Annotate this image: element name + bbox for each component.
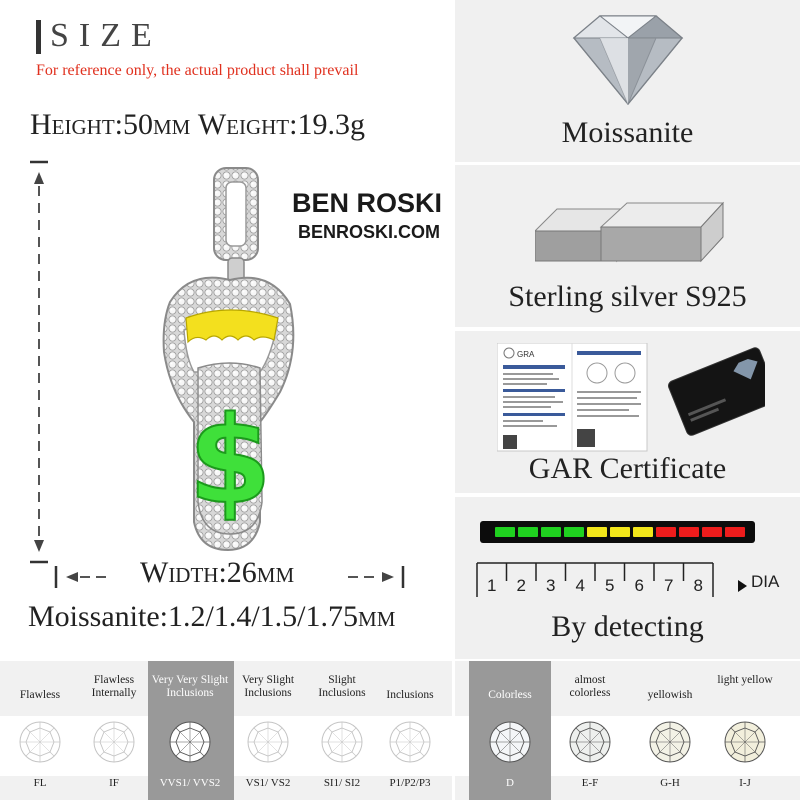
color-grade	[630, 661, 710, 800]
color-scale	[455, 661, 800, 800]
clarity-grade-code: SI1/ SI2	[323, 777, 361, 789]
feature-certificate	[455, 331, 800, 493]
feature-label-certificate: GAR Certificate	[528, 452, 727, 485]
weight-label: Weight:	[197, 108, 298, 141]
feature-label-silver: Sterling silver S925	[508, 280, 747, 313]
title-accent-bar	[36, 20, 41, 54]
detector-led	[518, 527, 538, 537]
diamond-clarity-icon	[320, 720, 364, 764]
color-grade-name: yellowish	[647, 689, 693, 701]
detector-led	[587, 527, 607, 537]
clarity-grade	[305, 661, 379, 800]
color-grade-name: almost colorless	[569, 674, 611, 699]
color-grade	[470, 661, 550, 800]
clarity-grade-code: VVS1/ VVS2	[159, 777, 221, 789]
clarity-grade	[379, 661, 441, 800]
moissanite-size-unit: mm	[358, 600, 396, 633]
reference-note: For reference only, the actual product shall prevail	[36, 62, 359, 79]
detector-led	[610, 527, 630, 537]
clarity-grade	[77, 661, 151, 800]
diamond-clarity-icon	[168, 720, 212, 764]
weight-value: 19.3g	[297, 108, 365, 141]
clarity-grade	[147, 661, 233, 800]
size-title: SIZE	[50, 17, 162, 54]
detector-led	[679, 527, 699, 537]
clarity-grade-name: Flawless	[19, 689, 61, 701]
detector-led	[541, 527, 561, 537]
detector-led	[633, 527, 653, 537]
height-dimension-line	[28, 158, 50, 578]
clarity-grade-code: P1/P2/P3	[389, 777, 431, 789]
detector-led	[564, 527, 584, 537]
clarity-grade-code: IF	[109, 777, 119, 789]
clarity-scale	[0, 661, 452, 800]
diamond-color-icon	[568, 720, 612, 764]
color-grade	[550, 661, 630, 800]
color-grade-name: light yellow	[717, 674, 773, 686]
diamond-clarity-icon	[92, 720, 136, 764]
detector-scale-number: 8	[693, 576, 703, 595]
detector-scale-number: 5	[605, 576, 615, 595]
feature-moissanite	[455, 0, 800, 162]
clarity-grade-name: Very Slight Inclusions	[241, 674, 295, 699]
feature-label-detector: By detecting	[551, 610, 704, 643]
detector-scale-number: 6	[634, 576, 644, 595]
color-grade-code: I-J	[739, 777, 751, 789]
pendant-image	[150, 162, 305, 554]
clarity-grade-name: Flawless Internally	[91, 674, 137, 699]
moissanite-size-label: Moissanite:	[28, 600, 168, 633]
diamond-color-icon	[648, 720, 692, 764]
feature-detector	[455, 497, 800, 659]
moissanite-size-values: 1.2/1.4/1.5/1.75	[168, 600, 359, 633]
detector-led-bar	[480, 521, 755, 543]
detector-led	[702, 527, 722, 537]
play-triangle-icon	[738, 580, 747, 592]
brand-name: BEN ROSKI	[292, 188, 443, 218]
clarity-grade-name: Inclusions	[386, 689, 434, 701]
width-label: Width:26mm	[140, 556, 295, 589]
diamond-clarity-icon	[18, 720, 62, 764]
clarity-grade-name: Slight Inclusions	[318, 674, 366, 699]
detector-scale-number: 7	[664, 576, 674, 595]
diamond-color-icon	[723, 720, 767, 764]
color-grade-code: D	[506, 777, 514, 789]
clarity-grade	[229, 661, 307, 800]
moissanite-size-line	[28, 600, 395, 634]
size-panel	[0, 0, 452, 660]
detector-led	[656, 527, 676, 537]
color-grade	[705, 661, 785, 800]
certificate-brand: GRA	[517, 350, 535, 359]
height-label: Height:	[30, 108, 123, 141]
feature-label-moissanite: Moissanite	[561, 116, 694, 149]
detector-scale-number: 2	[516, 576, 526, 595]
diamond-icon	[560, 8, 696, 108]
detector-led	[725, 527, 745, 537]
feature-silver	[455, 165, 800, 327]
diamond-clarity-icon	[246, 720, 290, 764]
color-grade-code: E-F	[581, 777, 599, 789]
height-value: 50mm	[122, 108, 191, 141]
detector-led	[495, 527, 515, 537]
detector-scale-number: 1	[487, 576, 497, 595]
brand-url: BENROSKI.COM	[298, 222, 441, 242]
detector-scale-number: 3	[546, 576, 556, 595]
dia-label: DIA	[751, 572, 780, 591]
color-grade-code: G-H	[660, 777, 680, 789]
clarity-grade-name: Very Very Slight Inclusions	[151, 674, 229, 699]
detector-scale-number: 4	[575, 576, 585, 595]
height-weight-line	[30, 108, 365, 142]
color-grade-name: Colorless	[488, 689, 532, 701]
clarity-grade-code: FL	[33, 777, 47, 789]
clarity-grade-code: VS1/ VS2	[245, 777, 291, 789]
silver-bars-icon	[535, 191, 735, 271]
clarity-grade	[3, 661, 77, 800]
diamond-color-icon	[488, 720, 532, 764]
certificate-icon	[497, 343, 765, 453]
diamond-clarity-icon	[388, 720, 432, 764]
svg-text:$: $	[188, 392, 272, 531]
